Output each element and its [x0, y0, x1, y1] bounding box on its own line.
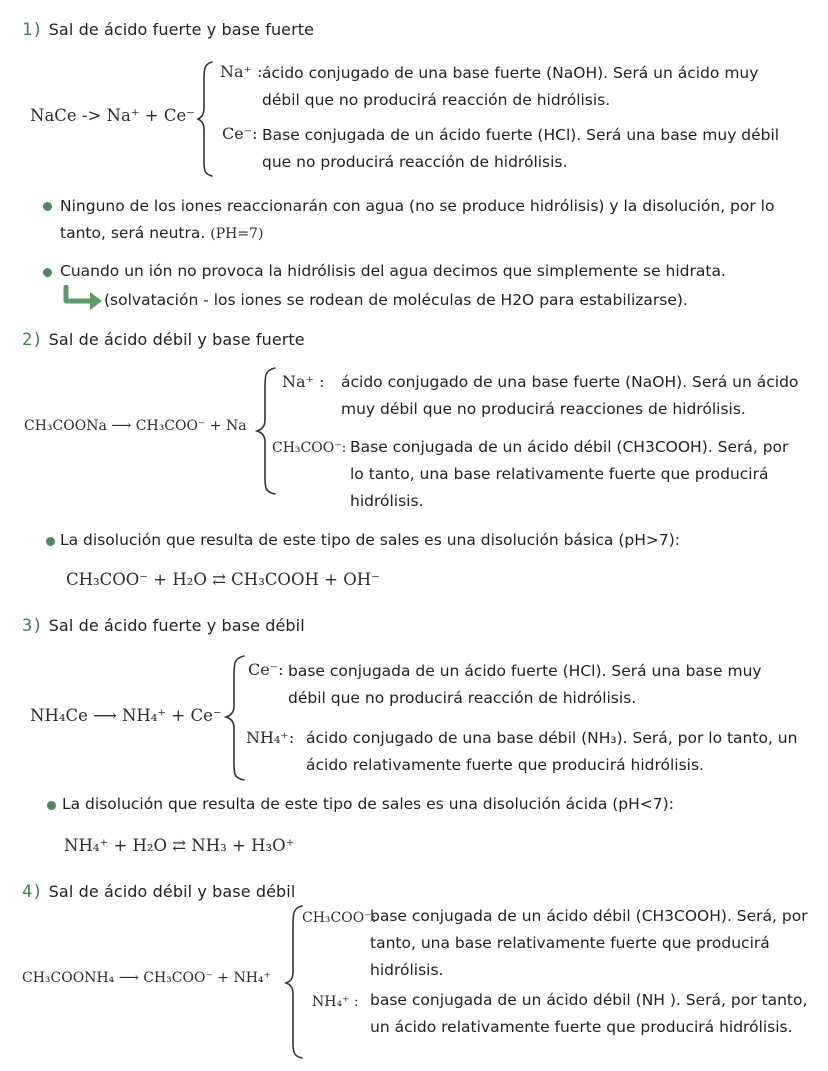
section-1-equation: NaCe -> Na⁺ + Ce⁻ [30, 106, 195, 125]
section-3-brace [224, 654, 248, 782]
section-3-heading [22, 616, 305, 636]
section-3-ion-1-label: Ce⁻: [248, 660, 284, 679]
section-3-reaction: NH₄⁺ + H₂O ⇄ NH₃ + H₃O⁺ [64, 836, 295, 855]
section-1-heading [22, 20, 314, 40]
section-1-bullet-2-text: Cuando un ión no provoca la hidrólisis del agua decimos que simplemente se hidrata. [60, 262, 726, 280]
section-4-ion-2-text: base conjugada de un ácido débil (NH ). Será, por tanto, un ácido relativamente fuerte que producirá hidrólisis. [370, 991, 808, 1036]
section-3-title: Sal de ácido fuerte y base débil [48, 616, 305, 635]
section-1-bullet-1-text: Ninguno de los iones reaccionarán con agua (no se produce hidrólisis) y la disolución, por lo tanto, será neutra. [60, 197, 775, 242]
section-1-ion-1-label: Na⁺ : [220, 62, 263, 81]
bullet-dot [43, 202, 52, 211]
section-2-equation: CH₃COONa ⟶ CH₃COO⁻ + Na [24, 418, 247, 434]
section-2-number: 2) [22, 330, 43, 350]
section-1-brace [196, 60, 216, 178]
section-1-ion-2-text: Base conjugada de un ácido fuerte (HCl). Será una base muy débil que no producirá reacción de hidrólisis. [262, 126, 780, 171]
section-2-ion-2-label: CH₃COO⁻: [272, 440, 347, 456]
section-3-number: 3) [22, 616, 43, 636]
bullet-dot [46, 537, 55, 546]
section-2-ion-1-label: Na⁺ : [282, 372, 325, 391]
section-3-equation: NH₄Ce ⟶ NH₄⁺ + Ce⁻ [30, 706, 222, 725]
section-4-ion-2-label: NH₄⁺ : [312, 994, 359, 1010]
section-4-title: Sal de ácido débil y base débil [48, 882, 296, 901]
section-1-number: 1) [22, 20, 43, 40]
section-3-ion-2-label: NH₄⁺: [246, 728, 295, 747]
section-4-number: 4) [22, 882, 43, 902]
section-4-ion-1-label: CH₃COO⁻: [302, 910, 377, 926]
bullet-dot [43, 268, 52, 277]
section-4-ion-1-text: base conjugada de un ácido débil (CH3COOH). Será, por tanto, una base relativamente fuerte que producirá hidrólisis. [370, 907, 808, 979]
arrow-right-icon [62, 285, 106, 311]
section-1-ion-1-text: ácido conjugado de una base fuerte (NaOH). Será un ácido muy débil que no producirá reacción de hidrólisis. [262, 64, 759, 109]
section-1-bullet-1 [60, 193, 810, 248]
section-2-ion-1-text: ácido conjugado de una base fuerte (NaOH). Será un ácido muy débil que no producirá reacciones de hidrólisis. [341, 373, 799, 418]
section-1-title: Sal de ácido fuerte y base fuerte [48, 20, 315, 39]
section-2-bullet: La disolución que resulta de este tipo de sales es una disolución básica (pH>7): [60, 531, 680, 549]
section-2-ion-2-text: Base conjugada de un ácido débil (CH3COOH). Será, por lo tanto, una base relativamente fuerte que producirá hidrólisis. [350, 438, 789, 510]
section-4-brace [284, 904, 306, 1060]
section-3-ion-1-text: base conjugada de un ácido fuerte (HCl). Será una base muy débil que no producirá reacción de hidrólisis. [288, 662, 762, 707]
bullet-dot [47, 801, 56, 810]
section-4-heading [22, 882, 295, 902]
section-1-ion-2-label: Ce⁻: [222, 124, 258, 143]
section-2-reaction: CH₃COO⁻ + H₂O ⇄ CH₃COOH + OH⁻ [66, 570, 380, 589]
section-1-bullet-2-subtext: (solvatación - los iones se rodean de moléculas de H2O para estabilizarse). [104, 291, 688, 309]
section-1-bullet-1-note: (PH=7) [210, 226, 264, 242]
section-2-heading [22, 330, 305, 350]
section-3-ion-2-text: ácido conjugado de una base débil (NH₃). Será, por lo tanto, un ácido relativamente fuerte que producirá hidrólisis. [306, 729, 798, 774]
section-3-bullet: La disolución que resulta de este tipo de sales es una disolución ácida (pH<7): [62, 795, 674, 813]
section-2-title: Sal de ácido débil y base fuerte [48, 330, 305, 349]
section-2-brace [255, 366, 279, 496]
section-4-equation: CH₃COONH₄ ⟶ CH₃COO⁻ + NH₄⁺ [22, 970, 271, 986]
